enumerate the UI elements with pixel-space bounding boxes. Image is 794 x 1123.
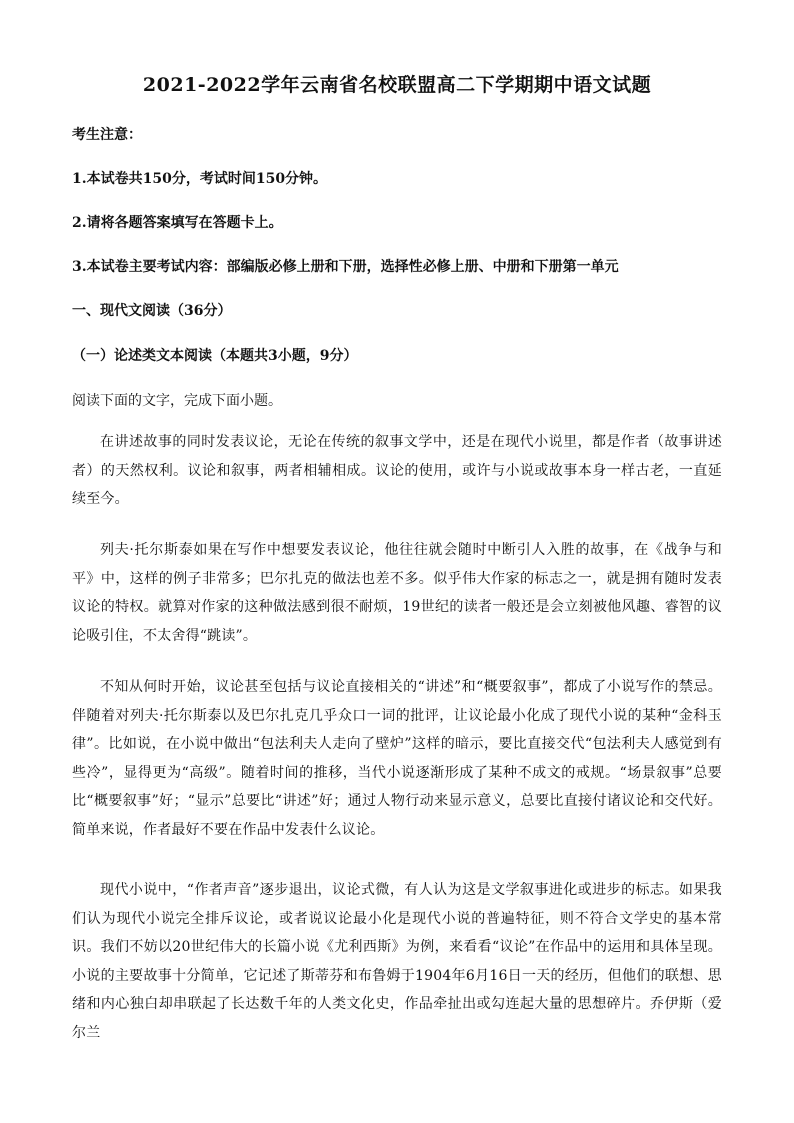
paragraph-2: 列夫·托尔斯泰如果在写作中想要发表议论，他往往就会随时中断引人入胜的故事，在《战争与和平》中，这样的例子非常多；巴尔扎克的做法也差不多。似乎伟大作家的标志之一，就是拥有随时发表议论的特权。就算对作家的这种做法感到很不耐烦，19世纪的读者一般还是会立刻被他风趣、睿智的议论吸引住，不太舍得“跳读”。 <box>72 542 722 644</box>
notice-item-1: 1.本试卷共150分，考试时间150分钟。 <box>72 171 328 187</box>
notice-item-2: 2.请将各题答案填写在答题卡上。 <box>72 215 283 231</box>
paragraph-3: 不知从何时开始，议论甚至包括与议论直接相关的“讲述”和“概要叙事”，都成了小说写作的禁忌。伴随着对列夫·托尔斯泰以及巴尔扎克几乎众口一词的批评，让议论最小化成了现代小说的某种“金科玉律”。比如说，在小说中做出“包法利夫人走向了壁炉”这样的暗示，要比直接交代“包法利夫人感觉到有些冷”，显得更为“高级”。随着时间的推移，当代小说逐渐形成了某种不成文的戒规。“场景叙事”总要比“概要叙事”好；“显示”总要比“讲述”好；通过人物行动来显示意义，总要比直接付诸议论和交代好。简单来说，作者最好不要在作品中发表什么议论。 <box>72 679 722 838</box>
section-heading: 一、现代文阅读（36分） <box>72 303 232 319</box>
exam-title: 2021-2022学年云南省名校联盟高二下学期期中语文试题 <box>142 74 652 96</box>
notice-heading: 考生注意： <box>72 127 142 143</box>
subsection-heading: （一）论述类文本阅读（本题共3小题，9分） <box>72 348 358 364</box>
paragraph-4: 现代小说中，“作者声音”逐步退出，议论式微，有人认为这是文学叙事进化或进步的标志。如果我们认为现代小说完全排斥议论，或者说议论最小化是现代小说的普遍特征，则不符合文学史的基本常识。我们不妨以20世纪伟大的长篇小说《尤利西斯》为例，来看看“议论”在作品中的运用和具体呈现。小说的主要故事十分简单，它记述了斯蒂芬和布鲁姆于1904年6月16日一天的经历，但他们的联想、思绪和内心独白却串联起了长达数千年的人类文化史，作品牵扯出或勾连起大量的思想碎片。乔伊斯（爱尔兰 <box>72 882 722 1041</box>
reading-instruction: 阅读下面的文字，完成下面小题。 <box>72 393 282 409</box>
paragraph-1: 在讲述故事的同时发表议论，无论在传统的叙事文学中，还是在现代小说里，都是作者（故事讲述者）的天然权利。议论和叙事，两者相辅相成。议论的使用，或许与小说或故事本身一样古老，一直延续至今。 <box>72 434 722 507</box>
notice-item-3: 3.本试卷主要考试内容：部编版必修上册和下册，选择性必修上册、中册和下册第一单元 <box>72 259 619 275</box>
